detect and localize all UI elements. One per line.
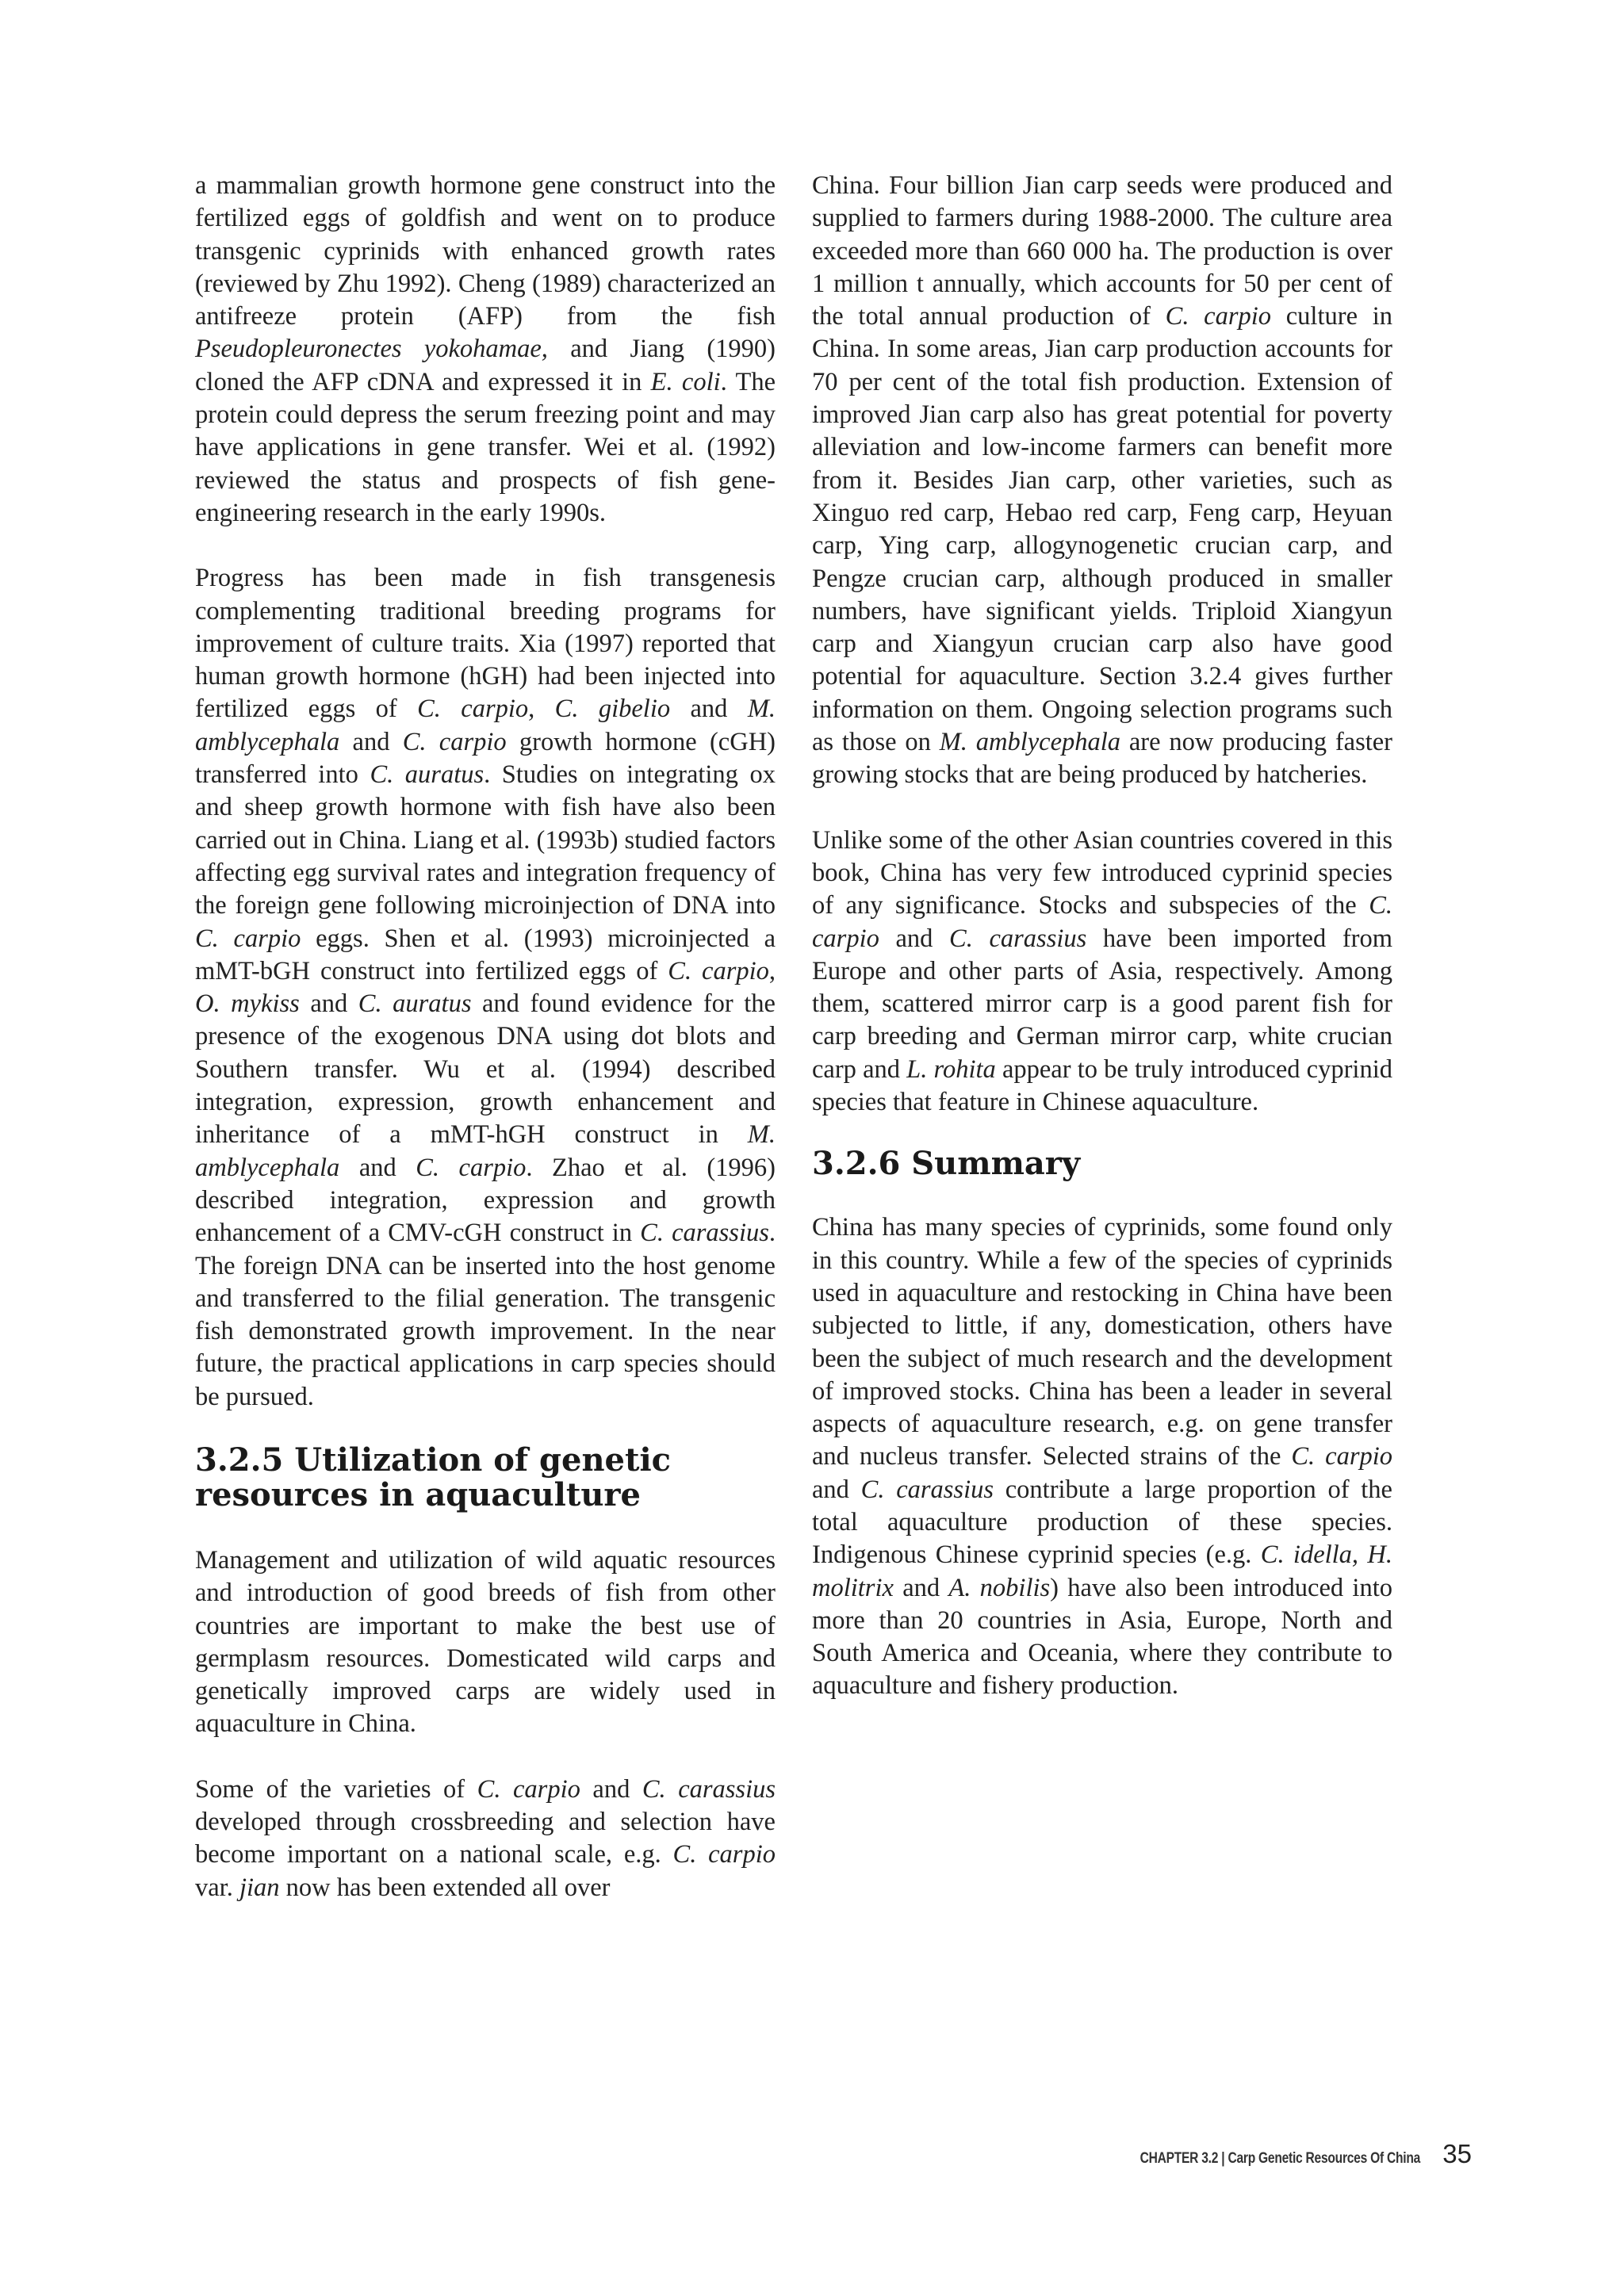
paragraph: China. Four billion Jian carp seeds were produced and supplied to farmers during 1988-2000. The culture area exceeded more than 660 000 ha. The production is over 1 million t annually, which accounts for 50 per cent of the total annual production of C. carpio culture in China. In some areas, Jian carp production accounts for 70 per cent of the total fish production. Extension of improved Jian carp also has great potential for poverty alleviation and low-income farmers can benefit more from it. Besides Jian carp, other varieties, such as Xinguo red carp, Hebao red carp, Feng carp, Heyuan carp, Ying carp, allogynogenetic crucian carp, and Pengze crucian carp, although produced in smaller numbers, have significant yields. Triploid Xiangyun carp and Xiangyun crucian carp also have good potential for aquaculture. Section 3.2.4 gives further information on them. Ongoing selection programs such as those on M. amblycephala are now producing faster growing stocks that are being produced by hatcheries. xyxy=(812,171,1393,790)
italic-term: C. carassius xyxy=(640,1219,769,1248)
italic-term: C. carpio xyxy=(672,1840,776,1869)
section-heading-3-2-6: 3.2.6 Summary xyxy=(812,1145,1081,1183)
italic-term: C. carassius xyxy=(860,1475,994,1504)
italic-term: O. mykiss xyxy=(195,989,300,1019)
italic-term: jian xyxy=(239,1873,280,1902)
italic-term: C. carassius xyxy=(642,1774,776,1804)
italic-term: C. carpio xyxy=(195,924,301,953)
page-footer xyxy=(1078,2139,1472,2169)
right-column xyxy=(812,170,1392,1735)
italic-term: Pseudopleuronectes yokohamae, xyxy=(195,335,548,364)
paragraph: China has many species of cyprinids, some found only in this country. While a few of the species of cyprinids used in aquaculture and restocking in China have been subjected to little, if any, domestication, others have been the subject of much research and the development of improved stocks. China has been a leader in several aspects of aquaculture research, e.g. on gene transfer and nucleus transfer. Selected strains of the C. carpio and C. carassius contribute a large proportion of the total aquaculture production of these species. Indigenous Chinese cyprinid species (e.g. C. idella, H. molitrix and A. nobilis) have also been introduced into more than 20 countries in Asia, Europe, North and South America and Oceania, where they contribute to aquaculture and fishery production. xyxy=(812,1213,1392,1701)
italic-term: C. carpio xyxy=(402,727,507,756)
italic-term: C. carpio xyxy=(417,695,529,724)
paragraph: a mammalian growth hormone gene construct into the fertilized eggs of goldfish and went on to produce transgenic cyprinids with enhanced growth rates (reviewed by Zhu 1992). Cheng (1989) characterized an antifreeze protein (AFP) from the fish Pseudopleuronectes yokohamae, and Jiang (1990) cloned the AFP cDNA and expressed it in E. coli. The protein could depress the serum freezing point and may have applications in gene transfer. Wei et al. (1992) reviewed the status and prospects of fish gene-engineering research in the early 1990s. xyxy=(195,171,776,527)
italic-term: C. auratus xyxy=(370,760,485,790)
italic-term: C. auratus xyxy=(358,989,472,1019)
paragraph: Some of the varieties of C. carpio and C. carassius developed through crossbreeding and selection have become important on a national scale, e.g. C. carpio var. jian now has been extended all over xyxy=(195,1774,776,1902)
italic-term: C. carpio xyxy=(1165,302,1272,331)
italic-term: C. carpio xyxy=(416,1153,527,1182)
paragraph: Progress has been made in fish transgenesis complementing traditional breeding programs for improvement of culture traits. Xia (1997) reported that human growth hormone (hGH) had been injected into fertilized eggs of C. carpio, C. gibelio and M. amblycephala and C. carpio growth hormone (cGH) transferred into C. auratus. Studies on integrating ox and sheep growth hormone with fish have also been carried out in China. Liang et al. (1993b) studied factors affecting egg survival rates and integration frequency of the foreign gene following microinjection of DNA into C. carpio eggs. Shen et al. (1993) microinjected a mMT-bGH construct into fertilized eggs of C. carpio, O. mykiss and C. auratus and found evidence for the presence of the exogenous DNA using dot blots and Southern transfer. Wu et al. (1994) described integration, expression, growth enhancement and inheritance of a mMT-hGH construct in M. amblycephala and C. carpio. Zhao et al. (1996) described integration, expression and growth enhancement of a CMV-cGH construct in C. carassius. The foreign DNA can be inserted into the host genome and transferred to the filial generation. The transgenic fish demonstrated growth improvement. In the near future, the practical applications in carp species should be pursued. xyxy=(195,564,776,1411)
italic-term: M. amblycephala xyxy=(195,695,776,756)
paragraph: Management and utilization of wild aquatic resources and introduction of good breeds of fish from other countries are important to make the best use of germplasm resources. Domesticated wild carps and genetically improved carps are widely used in aquaculture in China. xyxy=(195,1545,776,1739)
italic-term: L. rohita xyxy=(906,1054,996,1084)
page-number: 35 xyxy=(1442,2139,1472,2168)
left-column xyxy=(195,170,776,1937)
italic-term: C. carassius xyxy=(949,924,1087,953)
italic-term: M. amblycephala xyxy=(195,1120,776,1182)
italic-term: C. carpio xyxy=(1291,1442,1392,1471)
running-footer-chapter: CHAPTER 3.2 | Carp Genetic Resources Of China xyxy=(1139,2150,1421,2167)
italic-term: E. coli xyxy=(650,367,721,396)
paragraph: Unlike some of the other Asian countries covered in this book, China has very few introduced cyprinid species of any significance. Stocks and subspecies of the C. carpio and C. carassius have been imported from Europe and other parts of Asia, respectively. Among them, scattered mirror carp is a good parent fish for carp breeding and German mirror carp, white crucian carp and L. rohita appear to be truly introduced cyprinid species that feature in Chinese aquaculture. xyxy=(812,825,1392,1117)
italic-term: C. carpio xyxy=(477,1774,580,1804)
section-heading-3-2-5: 3.2.5 Utilization of genetic resources in aquaculture xyxy=(195,1441,671,1513)
italic-term: C. idella, H. molitrix xyxy=(812,1540,1392,1602)
italic-term: C. carpio xyxy=(668,956,769,985)
italic-term: A. nobilis xyxy=(948,1573,1051,1602)
italic-term: C. carpio xyxy=(812,891,1392,953)
italic-term: C. gibelio xyxy=(554,695,671,724)
italic-term: M. amblycephala xyxy=(939,728,1121,757)
